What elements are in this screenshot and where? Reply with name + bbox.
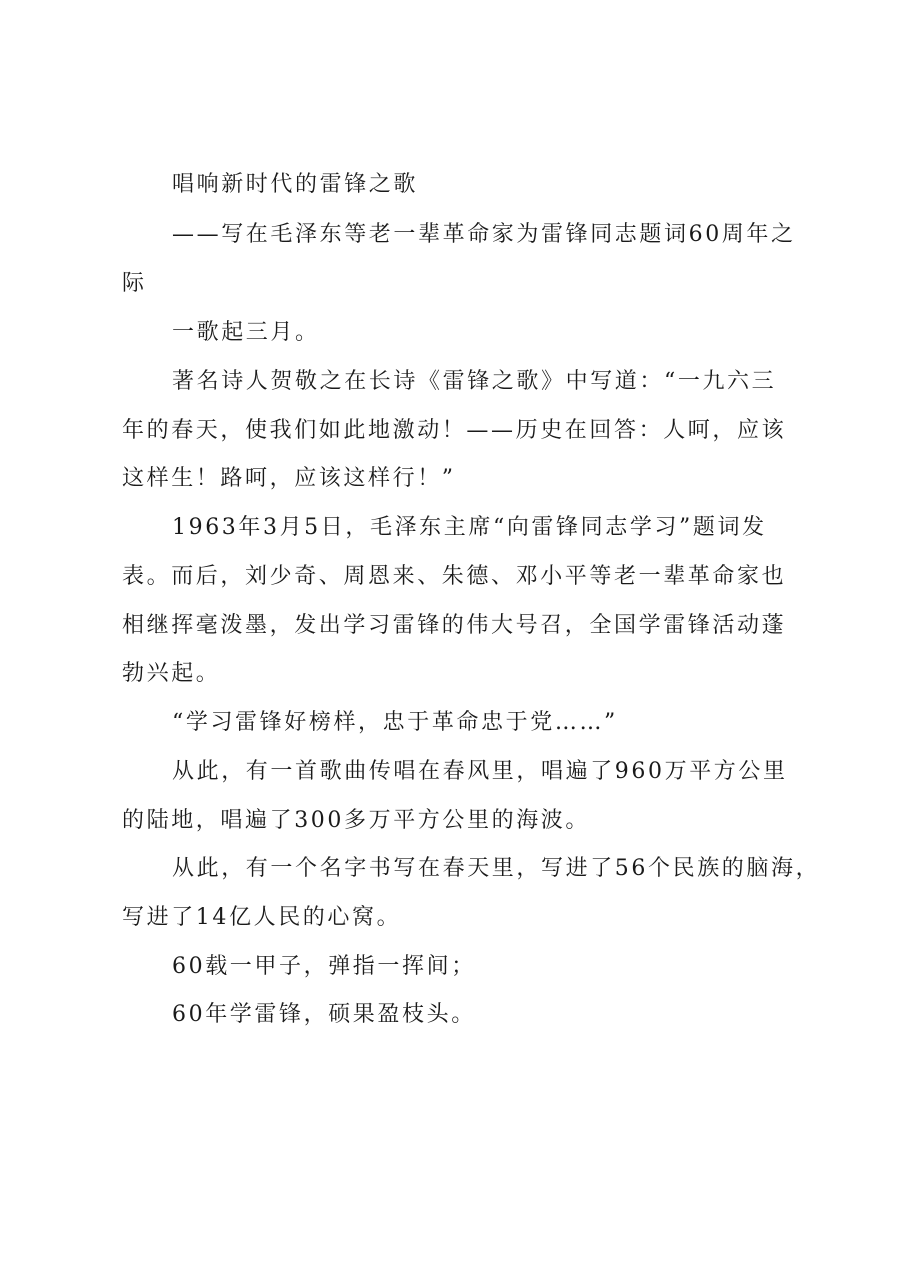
document-subtitle-continued: 际 xyxy=(122,271,147,296)
paragraph-3-line-1: 1963年3月5日，毛泽东主席“向雷锋同志学习”题词发 xyxy=(172,515,767,540)
paragraph-2-line-3: 这样生！路呵，应该这样行！” xyxy=(122,466,456,491)
document-title: 唱响新时代的雷锋之歌 xyxy=(172,172,419,197)
paragraph-7: 60载一甲子，弹指一挥间； xyxy=(172,954,476,979)
paragraph-6-line-2: 写进了14亿人民的心窝。 xyxy=(122,905,402,930)
paragraph-4-quote: “学习雷锋好榜样，忠于革命忠于党……” xyxy=(172,710,618,735)
paragraph-5-line-2: 的陆地，唱遍了300多万平方公里的海波。 xyxy=(122,808,590,833)
paragraph-5-line-1: 从此，有一首歌曲传唱在春风里，唱遍了960万平方公里 xyxy=(172,759,788,784)
paragraph-3-line-4: 勃兴起。 xyxy=(122,661,221,686)
paragraph-6-line-1: 从此，有一个名字书写在春天里，写进了56个民族的脑海， xyxy=(172,856,821,881)
document-subtitle: ——写在毛泽东等老一辈革命家为雷锋同志题词60周年之 xyxy=(172,222,796,247)
paragraph-1: 一歌起三月。 xyxy=(172,320,320,345)
paragraph-8: 60年学雷锋，硕果盈枝头。 xyxy=(172,1002,476,1027)
paragraph-2-line-1: 著名诗人贺敬之在长诗《雷锋之歌》中写道：“一九六三 xyxy=(172,369,777,394)
paragraph-3-line-3: 相继挥毫泼墨，发出学习雷锋的伟大号召，全国学雷锋活动蓬 xyxy=(122,613,787,638)
paragraph-3-line-2: 表。而后，刘少奇、周恩来、朱德、邓小平等老一辈革命家也 xyxy=(122,564,787,589)
paragraph-2-line-2: 年的春天，使我们如此地激动！——历史在回答：人呵，应该 xyxy=(122,418,787,443)
